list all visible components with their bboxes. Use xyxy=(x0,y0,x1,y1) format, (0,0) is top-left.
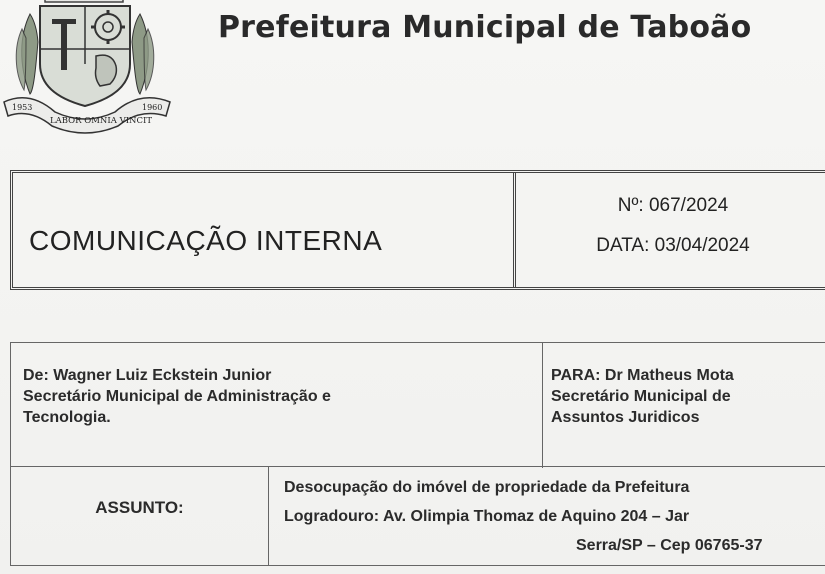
from-to-divider xyxy=(542,343,543,468)
subject-text xyxy=(284,473,825,560)
sender-recipient-table xyxy=(10,342,825,468)
subject-label: ASSUNTO: xyxy=(95,498,184,517)
recipient-block xyxy=(551,365,825,428)
ribbon-motto: LABOR OMNIA VINCIT xyxy=(50,116,153,126)
subject-table xyxy=(10,466,825,566)
recipient-line: Assuntos Juridicos xyxy=(551,409,700,426)
subject-line: Serra/SP – Cep 06765-37 xyxy=(576,537,763,554)
sender-line: Tecnologia. xyxy=(23,409,111,426)
sender-line: Secretário Municipal de Administração e xyxy=(23,388,331,405)
sender-block xyxy=(23,365,533,428)
document-date: DATA: 03/04/2024 xyxy=(596,235,750,256)
subject-line: Desocupação do imóvel de propriedade da Prefeitura xyxy=(284,479,690,496)
sender-line: De: Wagner Luiz Eckstein Junior xyxy=(23,367,272,384)
organization-title: Prefeitura Municipal de Taboão xyxy=(218,10,752,45)
coat-of-arms-icon xyxy=(0,0,175,134)
ribbon-year-right: 1960 xyxy=(142,103,163,112)
document-header-box xyxy=(10,170,825,290)
document-number: Nº: 067/2024 xyxy=(617,195,729,216)
subject-divider xyxy=(268,467,269,565)
recipient-line: PARA: Dr Matheus Mota xyxy=(551,367,734,384)
ribbon-year-left: 1953 xyxy=(12,103,33,112)
header-divider xyxy=(513,173,516,287)
document-type: COMUNICAÇÃO INTERNA xyxy=(29,225,383,256)
recipient-line: Secretário Municipal de xyxy=(551,388,731,405)
subject-line: Logradouro: Av. Olimpia Thomaz de Aquino 204 – Jar xyxy=(284,508,690,525)
